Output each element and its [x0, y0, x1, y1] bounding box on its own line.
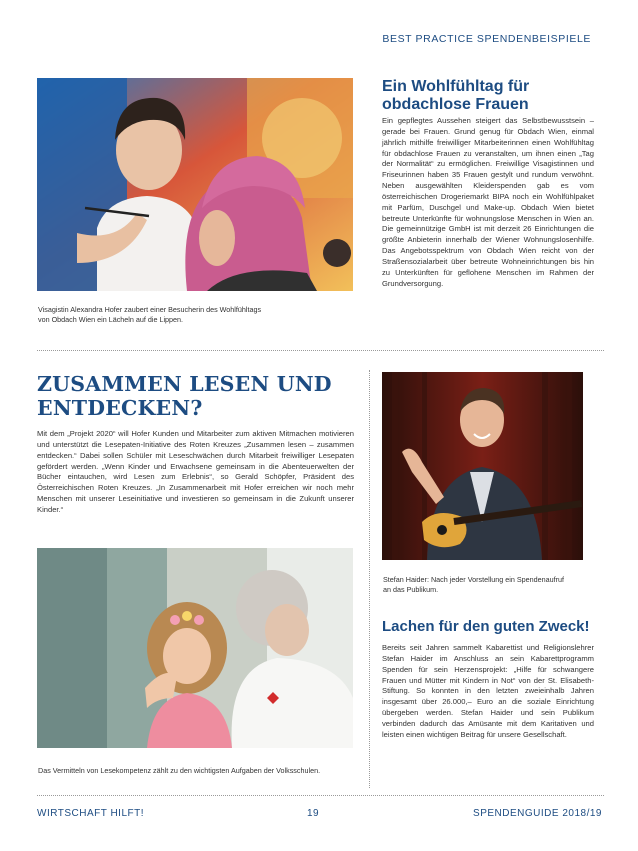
title-line-1: Ein Wohlfühltag für [382, 78, 530, 95]
photo-caption-haider [383, 575, 603, 595]
title-line-1: ZUSAMMEN LESEN UND [37, 372, 332, 396]
article-body-lachen: Bereits seit Jahren sammelt Kabarettist und Religionslehrer Stefan Haider im Anschluss an sein Kabarettprogramm Spenden für sein Herzensprojekt: „Hilfe für schwangere Frauen und Mütter mit Kindern in Not“ von der St. Elisabeth-Stiftung. So konnten in den letzten zweieinhalb Jahren insgesamt über 26.000,– Euro an die soziale Einrichtung übergeben werden. Stefan Haider und sein Publikum verbinden dadurch das Amüsante mit dem Karitativen und leisten einen wichtigen Beitrag für unsere Gesellschaft. [382, 643, 594, 739]
article-body-wohlfuehltag: Ein gepflegtes Aussehen steigert das Selbstbewusstsein – gerade bei Frauen. Grund genug für Obdach Wien, einmal jährlich mithilfe freiwilliger Mitarbeiterinnen einen Wohlfühltag für obdachlose Frauen zu veranstalten, um ihnen einen „Tag der Normalität“ zu ermöglichen. Freiwillige Visagistinnen und Friseurinnen haben 35 Frauen gestylt und rundum verwöhnt. Neben ausgewählten Kleiderspenden gab es vom österreichischen Drogeriemarkt BIPA noch ein Wohlfühlpaket mit Parfüm, Duschgel und Make-up. Obdach Wien bietet betreute Unterkünfte für wohnungslose Menschen in Wien an. Die gemeinnützige GmbH ist mit derzeit 26 Einrichtungen die größte Anbieterin innerhalb der Wiener Wohnungslosenhilfe. Das Angebotsspektrum von Obdach Wien reicht von der Straßensozialarbeit über betreute Wohneinrichtungen bis hin zu Unterkünften für geflohene Menschen im Rahmen der Grundversorgung. [382, 116, 594, 288]
footer-left: WIRTSCHAFT HILFT! [37, 808, 145, 819]
footer-divider [37, 795, 604, 796]
article-title-lesen [37, 372, 357, 420]
title-line-2: ENTDECKEN? [37, 396, 203, 420]
photo-reading-child [37, 548, 353, 748]
footer-right: SPENDENGUIDE 2018/19 [473, 808, 602, 819]
photo-caption-reading: Das Vermitteln von Lesekompetenz zählt zu den wichtigsten Aufgaben der Volksschulen. [38, 766, 321, 775]
caption-line-2: von Obdach Wien ein Lächeln auf die Lippen. [38, 315, 184, 324]
article-title-wohlfuehltag [382, 78, 602, 114]
photo-caption-makeup [38, 305, 358, 325]
section-header: BEST PRACTICE SPENDENBEISPIELE [382, 33, 591, 45]
article-body-lesen: Mit dem „Projekt 2020“ will Hofer Kunden und Mitarbeiter zum aktiven Mitmachen motivieren und unterstützt die Lesepaten-Initiative des Roten Kreuzes „Zusammen lesen – zusammen entdecken.“ Dabei sollen Schüler mit Leseschwächen durch Mitarbeit freiwilliger Lesepaten gefördert werden. „Wenn Kinder und Erwachsene gemeinsam in die Abenteuerwelten der Bücher eintauchen, wird Lesen zum Erlebnis“, so Gerald Schöpfer, Präsident des Österreichischen Roten Kreuzes. „In Zusammenarbeit mit Hofer erreichen wir noch mehr Menschen mit unserer Leseinitiative und investieren so gemeinsam in die Zukunft unserer Kinder.“ [37, 429, 354, 514]
photo-stefan-haider [382, 372, 583, 560]
article-title-lachen: Lachen für den guten Zweck! [382, 618, 590, 635]
page-number: 19 [307, 808, 320, 819]
column-divider [369, 370, 370, 788]
caption-line-1: Visagistin Alexandra Hofer zaubert einer Besucherin des Wohlfühltags [38, 305, 262, 314]
photo-makeup-artist [37, 78, 353, 291]
section-divider [37, 350, 604, 351]
caption-line-2: an das Publikum. [383, 585, 439, 594]
title-line-2: obdachlose Frauen [382, 96, 529, 113]
caption-line-1: Stefan Haider: Nach jeder Vorstellung ein Spendenaufruf [383, 575, 565, 584]
